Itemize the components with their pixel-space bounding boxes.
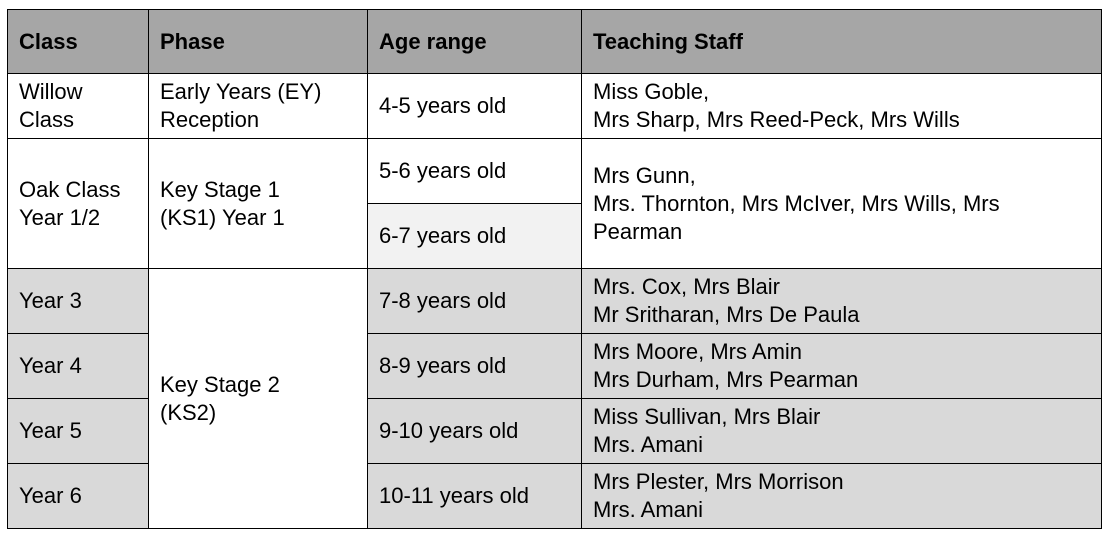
staff-line: Mrs Plester, Mrs Morrison bbox=[593, 469, 844, 494]
staff-line: Pearman bbox=[593, 218, 683, 244]
phase-line: Key Stage 1 bbox=[160, 176, 280, 202]
staff-line: Mrs Sharp, Mrs Reed-Peck, Mrs Wills bbox=[593, 107, 960, 132]
header-row bbox=[8, 10, 1102, 74]
class-cell-year5: Year 5 bbox=[8, 399, 149, 464]
header-class: Class bbox=[8, 10, 149, 74]
phase-line: (KS1) Year 1 bbox=[160, 204, 285, 230]
staff-line: Mrs. Cox, Mrs Blair bbox=[593, 274, 780, 299]
staff-line: Mrs. Amani bbox=[593, 497, 704, 522]
table-row-willow bbox=[8, 74, 1102, 139]
age-cell-year5: 9-10 years old bbox=[368, 399, 582, 464]
phase-cell-ks1 bbox=[149, 139, 368, 269]
phase-line: Reception bbox=[160, 107, 260, 132]
table-row-oak-a bbox=[8, 139, 1102, 204]
age-cell-oak-2: 6-7 years old bbox=[368, 204, 582, 269]
staff-line: Miss Goble, bbox=[593, 79, 710, 104]
header-teaching-staff: Teaching Staff bbox=[582, 10, 1102, 74]
class-line: Class bbox=[19, 107, 75, 132]
phase-line: Key Stage 2 bbox=[160, 371, 280, 397]
class-cell-oak bbox=[8, 139, 149, 269]
age-cell-oak-1: 5-6 years old bbox=[368, 139, 582, 204]
class-cell-year4: Year 4 bbox=[8, 334, 149, 399]
phase-cell-early-years bbox=[149, 74, 368, 139]
staff-cell-year3 bbox=[582, 269, 1102, 334]
class-cell-year6: Year 6 bbox=[8, 464, 149, 529]
age-cell-year3: 7-8 years old bbox=[368, 269, 582, 334]
class-cell-willow bbox=[8, 74, 149, 139]
class-line: Willow bbox=[19, 79, 83, 104]
age-cell-willow: 4-5 years old bbox=[368, 74, 582, 139]
staff-line: Mrs. Thornton, Mrs McIver, Mrs Wills, Mrs bbox=[593, 190, 1000, 216]
header-age-range: Age range bbox=[368, 10, 582, 74]
class-line: Year 1/2 bbox=[19, 204, 101, 230]
staff-cell-willow bbox=[582, 74, 1102, 139]
staff-line: Mrs Moore, Mrs Amin bbox=[593, 339, 803, 364]
staff-line: Mrs. Amani bbox=[593, 432, 704, 457]
phase-cell-ks2 bbox=[149, 269, 368, 529]
staff-line: Mr Sritharan, Mrs De Paula bbox=[593, 302, 860, 327]
staff-cell-year6 bbox=[582, 464, 1102, 529]
staff-line: Mrs Durham, Mrs Pearman bbox=[593, 367, 859, 392]
staff-cell-year5 bbox=[582, 399, 1102, 464]
table-row-year3 bbox=[8, 269, 1102, 334]
phase-line: (KS2) bbox=[160, 399, 217, 425]
staff-line: Mrs Gunn, bbox=[593, 162, 696, 188]
phase-line: Early Years (EY) bbox=[160, 79, 322, 104]
staff-cell-year4 bbox=[582, 334, 1102, 399]
class-line: Oak Class bbox=[19, 176, 121, 202]
age-cell-year4: 8-9 years old bbox=[368, 334, 582, 399]
staff-cell-oak bbox=[582, 139, 1102, 269]
header-phase: Phase bbox=[149, 10, 368, 74]
class-staff-table bbox=[7, 9, 1102, 529]
staff-line: Miss Sullivan, Mrs Blair bbox=[593, 404, 821, 429]
class-cell-year3: Year 3 bbox=[8, 269, 149, 334]
age-cell-year6: 10-11 years old bbox=[368, 464, 582, 529]
